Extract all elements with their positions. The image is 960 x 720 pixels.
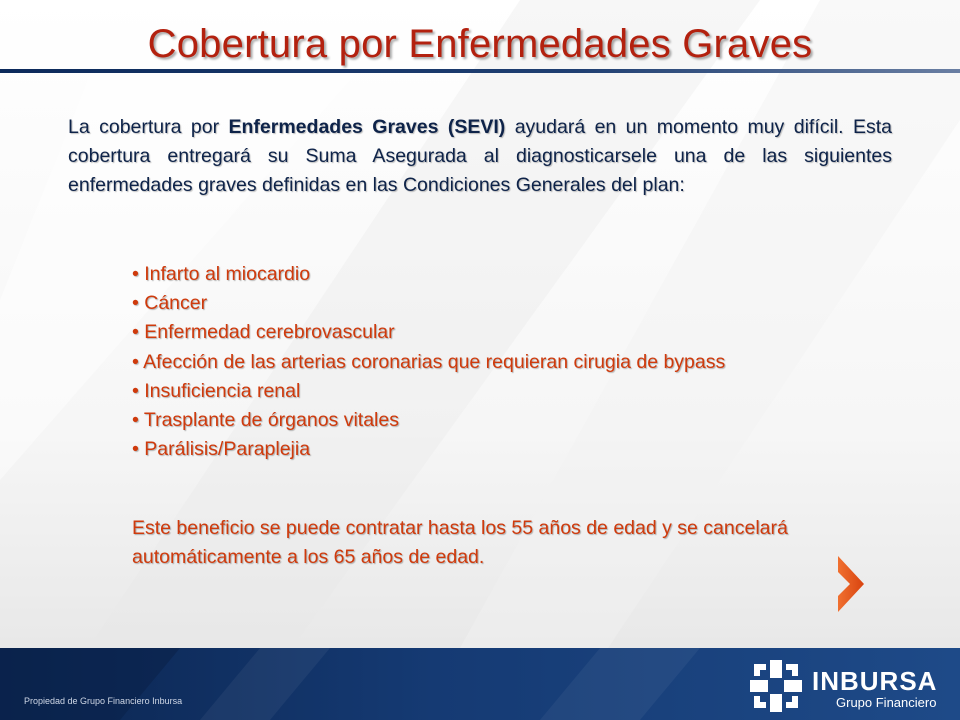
list-item: • Enfermedad cerebrovascular	[132, 321, 395, 344]
brand-name: INBURSA	[812, 666, 938, 696]
list-item: • Parálisis/Paraplejia	[132, 438, 311, 461]
slide-title: Cobertura por Enfermedades Graves	[147, 22, 813, 66]
age-note: Este beneficio se puede contratar hasta los 55 años de edad y se cancelará automáticamente a los 65 años de edad.	[132, 517, 788, 568]
list-item: • Cáncer	[132, 292, 208, 315]
title-underline	[0, 69, 960, 73]
intro-text-end: ayudará en un momento muy difícil. Esta cobertura entregará su Suma Asegurada al diagnosticarsele una de las siguientes enfermedades graves definidas en las Condiciones Generales del plan:	[68, 116, 892, 196]
list-item: • Insuficiencia renal	[132, 379, 301, 402]
brand-subtitle: Grupo Financiero	[836, 695, 937, 710]
list-item: • Trasplante de órganos vitales	[132, 409, 399, 432]
intro-text-start: La cobertura por	[68, 116, 229, 138]
next-arrow-icon[interactable]	[836, 556, 866, 612]
list-item: • Afección de las arterias coronarias que requieran cirugia de bypass	[132, 350, 726, 373]
disease-list	[132, 260, 725, 464]
intro-paragraph	[68, 113, 892, 200]
ownership-note: Propiedad de Grupo Financiero Inbursa	[24, 696, 183, 706]
list-item: • Infarto al miocardio	[132, 263, 311, 285]
intro-highlight: Enfermedades Graves (SEVI)	[228, 116, 506, 138]
inbursa-logo-icon	[746, 656, 806, 716]
